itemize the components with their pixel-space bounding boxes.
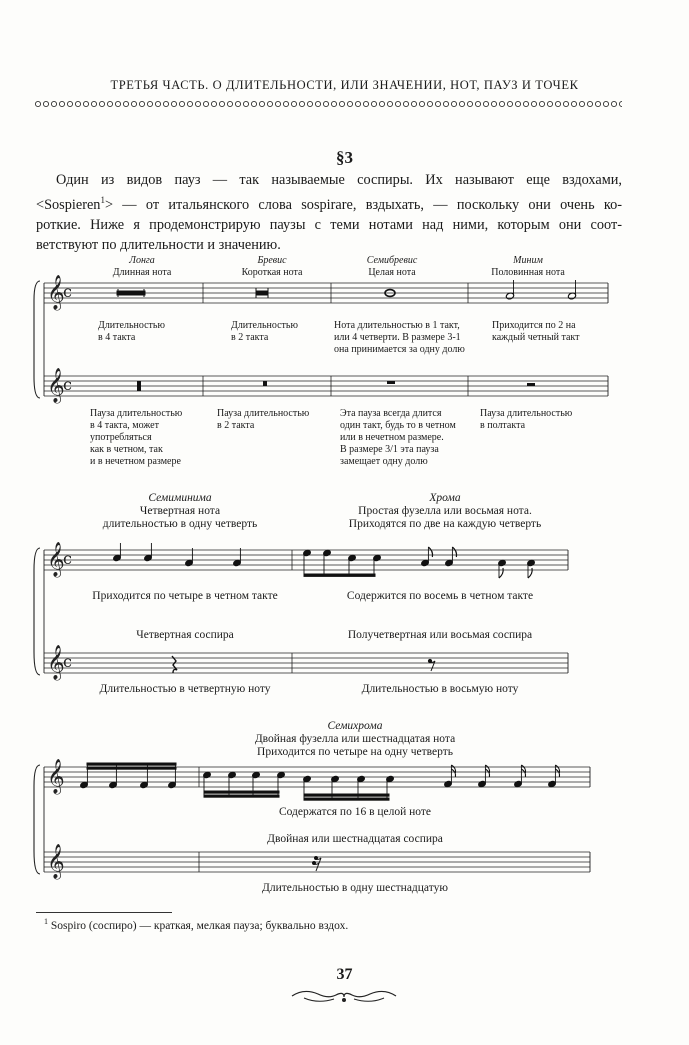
footnote-ref: 1 bbox=[100, 195, 105, 205]
text-line: замещает одну долю bbox=[340, 456, 428, 467]
staff-rests-2 bbox=[44, 653, 568, 673]
text-line: и в нечетном размере bbox=[90, 456, 181, 467]
text-line: или 4 четверти. В размере 3-1 bbox=[334, 332, 461, 343]
note-name: Миним bbox=[513, 255, 543, 266]
note-name: Хрома bbox=[429, 492, 461, 504]
staff-rests-1 bbox=[44, 376, 608, 396]
system-brace bbox=[34, 281, 40, 398]
text-line: Пауза длительностью bbox=[90, 408, 183, 419]
text-line: в 2 такта bbox=[231, 332, 269, 343]
running-header: ТРЕТЬЯ ЧАСТЬ. О ДЛИТЕЛЬНОСТИ, ИЛИ ЗНАЧЕНИИ, НОТ, ПАУЗ И ТОЧЕК bbox=[110, 78, 579, 92]
sixteenth-rest-duration: Длительностью в одну шестнадцатую bbox=[262, 882, 448, 894]
quarter-rest-label: Четвертная соспира bbox=[136, 629, 234, 641]
footnote-text: Sospiro (соспиро) — краткая, мелкая пауза; буквально вздох. bbox=[50, 919, 349, 932]
note-desc: Четвертная нота bbox=[139, 505, 221, 517]
text-line: один такт, будь то в четном bbox=[340, 420, 456, 431]
sixteenth-note-icon bbox=[444, 765, 456, 788]
eighth-rest-label: Получетвертная или восьмая соспира bbox=[347, 629, 533, 641]
sixteenth-note-icon bbox=[478, 765, 490, 788]
text-line: каждый четный такт bbox=[492, 332, 580, 343]
text-line: Пауза длительностью bbox=[217, 408, 310, 419]
page-ornament-icon bbox=[284, 986, 404, 1006]
page-number: 37 bbox=[336, 966, 353, 983]
quarter-note-icon bbox=[144, 543, 153, 562]
quarter-rest-duration: Длительностью в четвертную ноту bbox=[99, 683, 271, 695]
sixteenth-note-icon bbox=[548, 765, 560, 788]
note-desc: Половинная нота bbox=[491, 267, 565, 278]
whole-rest-icon bbox=[387, 381, 395, 384]
note-duration: Приходятся по две на каждую четверть bbox=[348, 518, 542, 530]
treble-clef-icon: 𝄞 bbox=[47, 275, 65, 310]
quarter-note-icon bbox=[233, 548, 242, 567]
beamed-sixteenth-notes-icon bbox=[80, 763, 177, 789]
treble-clef-icon: 𝄞 bbox=[47, 542, 65, 577]
note-name: Бревис bbox=[257, 255, 287, 266]
longa-rest-icon bbox=[137, 381, 141, 391]
paragraph-text: > — от итальянского слова sospirare, вздыхать, — поскольку они очень ко- bbox=[104, 196, 622, 213]
system-brace bbox=[34, 765, 40, 874]
section-number: §3 bbox=[336, 148, 353, 167]
paragraph-line: Один из видов пауз — так называемые соспиры. Их называют еще вздохами, bbox=[56, 172, 622, 188]
text-line: как в четном, так bbox=[90, 444, 163, 455]
beamed-sixteenth-notes-icon bbox=[303, 775, 395, 800]
system-brace bbox=[34, 548, 40, 675]
note-desc: Двойная фузелла или шестнадцатая нота bbox=[254, 733, 456, 745]
text-line: она принимается за одну долю bbox=[334, 344, 465, 355]
text-line: в 2 такта bbox=[217, 420, 255, 431]
treble-clef-icon: 𝄞 bbox=[47, 844, 65, 879]
semiminima-count: Приходится по четыре в четном такте bbox=[92, 590, 278, 602]
eighth-rest-duration: Длительностью в восьмую ноту bbox=[361, 683, 519, 695]
footnote bbox=[44, 917, 348, 932]
common-time-icon: c bbox=[63, 652, 72, 671]
eighth-note-icon bbox=[527, 559, 536, 578]
half-rest-icon bbox=[527, 383, 535, 386]
note-desc: Длинная нота bbox=[112, 267, 172, 278]
text-line: употребляться bbox=[90, 432, 152, 443]
footnote-separator bbox=[36, 912, 172, 913]
note-desc: Короткая нота bbox=[241, 267, 303, 278]
longa-note-icon bbox=[117, 289, 145, 297]
note-duration: длительностью в одну четверть bbox=[102, 518, 258, 530]
text-line: в 4 такта, может bbox=[90, 420, 159, 431]
note-desc: Целая нота bbox=[368, 267, 416, 278]
eighth-note-icon bbox=[498, 559, 507, 578]
text-line: Длительностью bbox=[231, 320, 298, 331]
semichroma-count: Содержатся по 16 в целой ноте bbox=[278, 806, 432, 818]
footnote-marker: 1 bbox=[44, 917, 48, 926]
text-line: или в нечетном размере. bbox=[340, 432, 444, 443]
text-line: В размере 3/1 эта пауза bbox=[340, 444, 439, 455]
staff-notes-3 bbox=[44, 767, 590, 787]
common-time-icon: c bbox=[63, 375, 72, 394]
quarter-note-icon bbox=[113, 543, 122, 562]
note-name: Семиминима bbox=[148, 492, 212, 504]
brevis-rest-icon bbox=[263, 381, 267, 386]
note-per-quarter: Приходится по четыре на одну четверть bbox=[257, 746, 453, 758]
common-time-icon: c bbox=[63, 549, 72, 568]
beamed-eighth-notes-icon bbox=[303, 549, 382, 576]
note-name: Семибревис bbox=[366, 255, 418, 266]
brevis-note-icon bbox=[256, 288, 268, 298]
quarter-rest-icon bbox=[172, 656, 177, 673]
treble-clef-icon: 𝄞 bbox=[47, 645, 65, 680]
text-line: Нота длительностью в 1 такт, bbox=[334, 320, 460, 331]
text-line: в 4 такта bbox=[98, 332, 136, 343]
note-desc: Простая фузелла или восьмая нота. bbox=[358, 505, 532, 517]
note-name: Лонга bbox=[129, 255, 155, 266]
text-line: Пауза длительностью bbox=[480, 408, 573, 419]
treble-clef-icon: 𝄞 bbox=[47, 368, 65, 403]
common-time-icon: c bbox=[63, 282, 72, 301]
treble-clef-icon: 𝄞 bbox=[47, 759, 65, 794]
text-line: Приходится по 2 на bbox=[492, 320, 576, 331]
text-line: Длительностью bbox=[98, 320, 165, 331]
sixteenth-note-icon bbox=[514, 765, 526, 788]
beamed-sixteenth-notes-icon bbox=[203, 771, 286, 797]
paragraph-line: ветствуют по длительности и значению. bbox=[36, 236, 281, 253]
eighth-rest-icon bbox=[428, 659, 435, 671]
text-line: Эта пауза всегда длится bbox=[340, 408, 442, 419]
paragraph-text: <Sospieren bbox=[36, 196, 101, 213]
quarter-note-icon bbox=[185, 548, 194, 567]
paragraph-line: роткие. Ниже я продемонстрирую паузы с теми нотами над ними, которым они соот- bbox=[36, 216, 622, 233]
sixteenth-rest-icon bbox=[313, 857, 322, 872]
sixteenth-rest-label: Двойная или шестнадцатая соспира bbox=[267, 833, 443, 845]
chroma-count: Содержится по восемь в четном такте bbox=[346, 590, 534, 602]
text-line: в полтакта bbox=[480, 420, 526, 431]
note-name: Семихрома bbox=[327, 720, 383, 732]
